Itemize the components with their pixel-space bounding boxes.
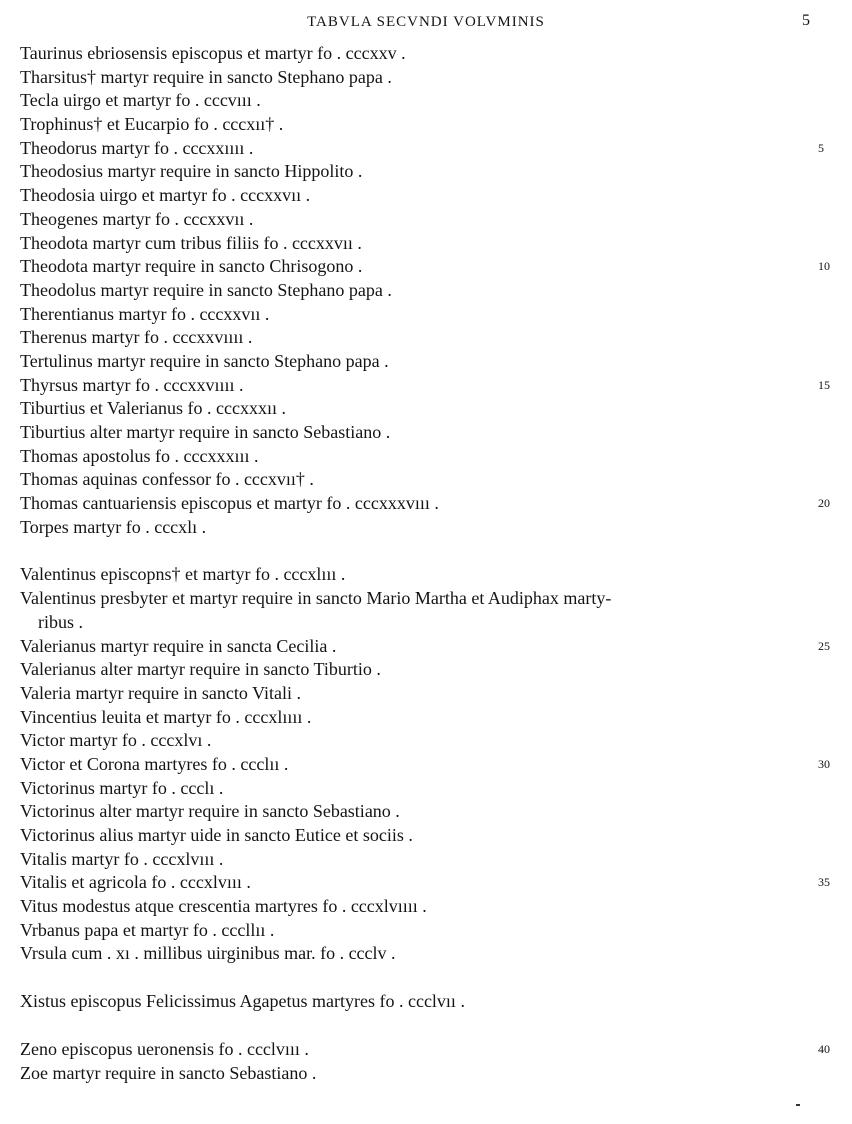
entry-text: Thomas aquinas confessor fo . cccxvıı† . <box>20 469 314 490</box>
entry-text: Tecla uirgo et martyr fo . cccvııı . <box>20 90 261 111</box>
index-entry <box>20 421 810 445</box>
index-entry <box>20 397 810 421</box>
margin-line-number: 25 <box>818 638 830 653</box>
index-entry <box>20 658 810 682</box>
index-entry <box>20 208 810 232</box>
index-entry <box>20 326 810 350</box>
entry-text: Victor et Corona martyres fo . ccclıı . <box>20 753 289 774</box>
entry-text: Theodorus martyr fo . cccxxıııı . <box>20 137 254 158</box>
index-entry <box>20 350 810 374</box>
index-entry <box>20 919 810 943</box>
section-gap <box>20 966 810 990</box>
index-entry <box>20 682 810 706</box>
entry-text: Valerianus martyr require in sancta Cecilia . <box>20 635 337 656</box>
index-entry <box>20 871 830 895</box>
entry-text: Torpes martyr fo . cccxlı . <box>20 516 207 537</box>
index-entry <box>20 279 810 303</box>
entry-text: Valentinus episcopns† et martyr fo . cccxlııı . <box>20 564 346 585</box>
entry-text: Vitus modestus atque crescentia martyres fo . cccxlvıııı . <box>20 896 427 917</box>
entry-text: Therentianus martyr fo . cccxxvıı . <box>20 303 270 324</box>
entry-text: Valeria martyr require in sancto Vitali . <box>20 682 301 703</box>
index-entry <box>20 42 810 66</box>
index-entry <box>20 848 810 872</box>
index-entries <box>20 42 830 1085</box>
index-entry <box>20 777 810 801</box>
entry-text: Zeno episcopus ueronensis fo . ccclvııı . <box>20 1038 309 1059</box>
entry-text: Theogenes martyr fo . cccxxvıı . <box>20 208 254 229</box>
entry-text: Vincentius leuita et martyr fo . cccxlıııı . <box>20 706 312 727</box>
entry-text: Trophinus† et Eucarpio fo . cccxıı† . <box>20 114 284 135</box>
index-entry <box>20 990 810 1014</box>
page-number: 5 <box>802 12 810 29</box>
entry-text: Vitalis martyr fo . cccxlvııı . <box>20 848 224 869</box>
entry-text: Victorinus alter martyr require in sancto Sebastiano . <box>20 801 400 822</box>
entry-text: Theodosia uirgo et martyr fo . cccxxvıı . <box>20 185 311 206</box>
margin-line-number: 5 <box>818 140 824 155</box>
index-entry <box>20 942 810 966</box>
index-entry <box>20 1038 830 1062</box>
running-header-title: TABVLA SECVNDI VOLVMINIS <box>307 14 545 30</box>
index-entry-continuation <box>20 611 810 635</box>
index-entry <box>20 729 810 753</box>
entry-text: Tiburtius et Valerianus fo . cccxxxıı . <box>20 398 286 419</box>
entry-text: ribus . <box>38 611 83 632</box>
index-entry <box>20 160 810 184</box>
entry-text: Theodolus martyr require in sancto Stephano papa . <box>20 279 392 300</box>
index-entry <box>20 66 810 90</box>
entry-text: Victorinus martyr fo . ccclı . <box>20 777 224 798</box>
entry-text: Xistus episcopus Felicissimus Agapetus martyres fo . ccclvıı . <box>20 991 465 1012</box>
index-entry <box>20 137 824 161</box>
margin-line-number: 35 <box>818 875 830 890</box>
entry-text: Theodosius martyr require in sancto Hippolito . <box>20 161 363 182</box>
bottom-ink-mark <box>796 1104 800 1106</box>
entry-text: Tertulinus martyr require in sancto Stephano papa . <box>20 350 389 371</box>
entry-text: Victorinus alius martyr uide in sancto Eutice et sociis . <box>20 825 413 845</box>
index-entry <box>20 706 810 730</box>
margin-line-number: 10 <box>818 259 830 274</box>
index-entry <box>20 563 810 587</box>
index-entry <box>20 516 810 540</box>
margin-line-number: 20 <box>818 496 830 511</box>
margin-line-number: 40 <box>818 1041 830 1056</box>
section-gap <box>20 1014 810 1038</box>
entry-text: Tharsitus† martyr require in sancto Stephano papa . <box>20 66 392 87</box>
index-entry <box>20 824 810 848</box>
entry-text: Taurinus ebriosensis episcopus et martyr fo . cccxxv . <box>20 43 406 63</box>
entry-text: Theodota martyr cum tribus filiis fo . cccxxvıı . <box>20 232 362 253</box>
index-entry <box>20 445 810 469</box>
entry-text: Thomas apostolus fo . cccxxxııı . <box>20 445 259 466</box>
index-entry <box>20 635 830 659</box>
entry-text: Valerianus alter martyr require in sancto Tiburtio . <box>20 659 381 680</box>
entry-text: Therenus martyr fo . cccxxvıııı . <box>20 327 253 348</box>
index-entry <box>20 587 810 611</box>
index-entry <box>20 184 810 208</box>
entry-text: Vitalis et agricola fo . cccxlvııı . <box>20 872 251 893</box>
entry-text: Thyrsus martyr fo . cccxxvıııı . <box>20 374 244 395</box>
index-entry <box>20 374 830 398</box>
section-gap <box>20 539 810 563</box>
index-entry <box>20 255 830 279</box>
margin-line-number: 30 <box>818 756 830 771</box>
index-entry <box>20 468 810 492</box>
index-entry <box>20 895 810 919</box>
entry-text: Victor martyr fo . cccxlvı . <box>20 730 212 751</box>
entry-text: Valentinus presbyter et martyr require in sancto Mario Martha et Audiphax marty- <box>20 588 612 609</box>
entry-text: Thomas cantuariensis episcopus et martyr fo . cccxxxvııı . <box>20 493 439 514</box>
index-entry <box>20 1062 810 1086</box>
entry-text: Vrsula cum . xı . millibus uirginibus mar. fo . ccclv . <box>20 943 396 964</box>
index-entry <box>20 492 830 516</box>
index-entry <box>20 232 810 256</box>
entry-text: Vrbanus papa et martyr fo . cccllıı . <box>20 919 275 940</box>
entry-text: Zoe martyr require in sancto Sebastiano . <box>20 1062 317 1083</box>
index-entry <box>20 113 810 137</box>
margin-line-number: 15 <box>818 377 830 392</box>
entry-text: Tiburtius alter martyr require in sancto Sebastiano . <box>20 422 391 442</box>
index-entry <box>20 303 810 327</box>
index-entry <box>20 89 810 113</box>
index-entry <box>20 800 810 824</box>
index-entry <box>20 753 830 777</box>
entry-text: Theodota martyr require in sancto Chrisogono . <box>20 256 363 277</box>
